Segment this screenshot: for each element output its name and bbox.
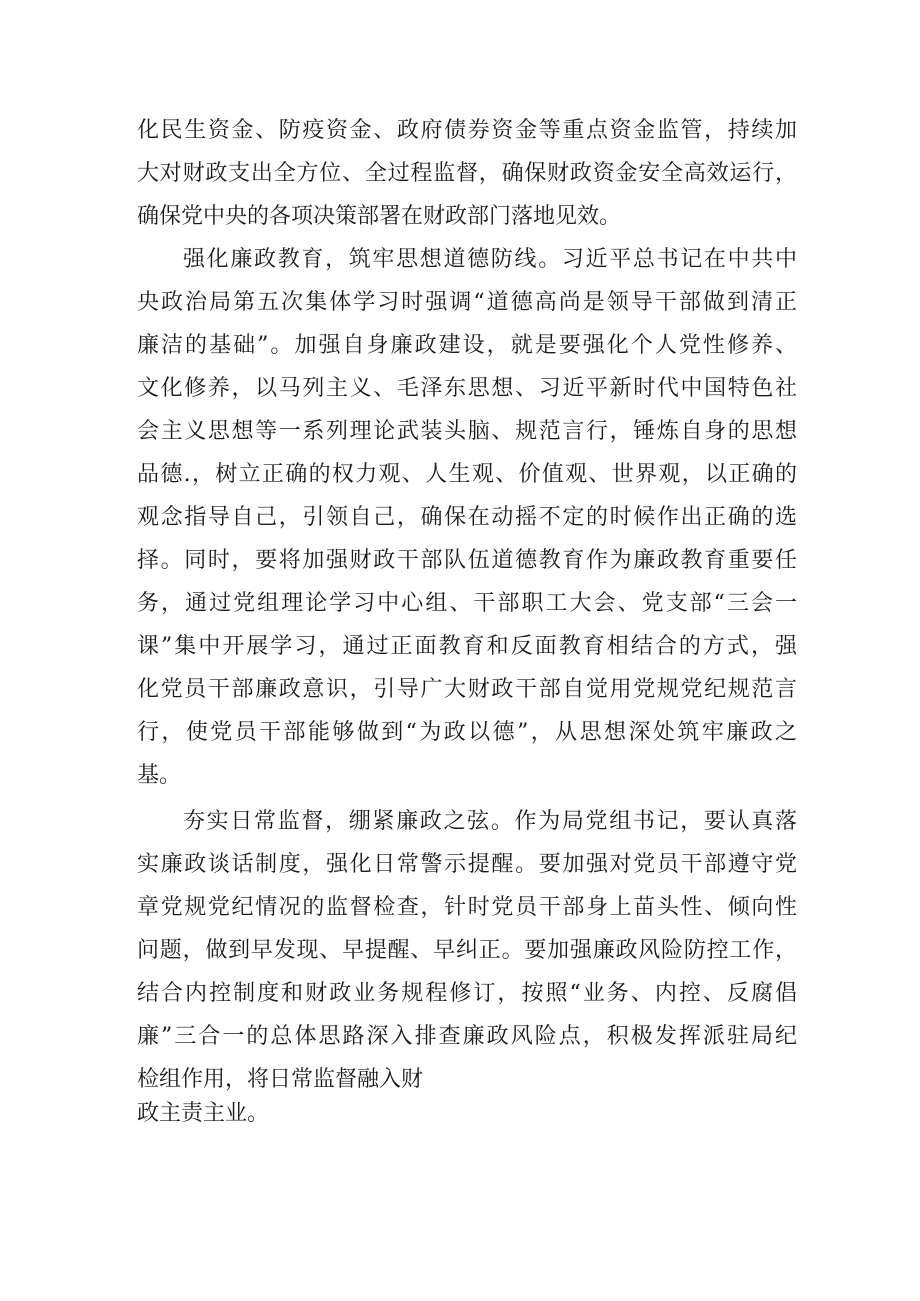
paragraph-1-line-1: 化民生资金、防疫资金、政府债券资金等重点资金监管，持续加 xyxy=(137,118,797,143)
paragraph-2-line-7: 观念指导自己，引领自己，确保在动摇不定的时候作出正确的选 xyxy=(137,505,797,530)
paragraph-3-line-8: 政主责主业。 xyxy=(137,1101,270,1126)
paragraph-3-line-5: 结合内控制度和财政业务规程修订，按照“业务、内控、反腐倡 xyxy=(137,981,797,1006)
paragraph-2-line-12: 行，使党员干部能够做到“为政以德”，从思想深处筑牢廉政之 xyxy=(137,720,797,745)
paragraph-2-line-6: 品德.，树立正确的权力观、人生观、价值观、世界观，以正确的 xyxy=(137,462,797,487)
paragraph-2-line-13: 基。 xyxy=(137,763,182,788)
paragraph-3-line-6: 廉”三合一的总体思路深入排查廉政风险点，积极发挥派驻局纪 xyxy=(137,1024,797,1049)
paragraph-3-line-7: 检组作用，将日常监督融入财 xyxy=(137,1067,424,1092)
paragraph-2-line-8: 择。同时，要将加强财政干部队伍道德教育作为廉政教育重要任 xyxy=(137,548,797,573)
paragraph-3-line-1: 夯实日常监督，绷紧廉政之弦。作为局党组书记，要认真落 xyxy=(183,809,797,834)
paragraph-3-line-3: 章党规党纪情况的监督检查，针时党员干部身上苗头性、倾向性 xyxy=(137,895,797,920)
paragraph-2-line-10: 课”集中开展学习，通过正面教育和反面教育相结合的方式，强 xyxy=(137,634,797,659)
paragraph-1-line-2: 大对财政支出全方位、全过程监督，确保财政资金安全高效运行， xyxy=(137,161,797,186)
paragraph-3-line-2: 实廉政谈话制度，强化日常警示提醒。要加强对党员干部遵守党 xyxy=(137,852,797,877)
paragraph-2-line-9: 务，通过党组理论学习中心组、干部职工大会、党支部“三会一 xyxy=(137,591,797,616)
paragraph-2-line-11: 化党员干部廉政意识，引导广大财政干部自觉用党规党纪规范言 xyxy=(137,677,797,702)
paragraph-2-line-4: 文化修养，以马列主义、毛泽东思想、习近平新时代中国特色社 xyxy=(137,376,797,401)
paragraph-2-line-5: 会主义思想等一系列理论武装头脑、规范言行，锤炼自身的思想 xyxy=(137,419,797,444)
paragraph-2-line-2: 央政治局第五次集体学习时强调“道德高尚是领导干部做到清正 xyxy=(137,290,797,315)
paragraph-1-line-3: 确保党中央的各项决策部署在财政部门落地见效。 xyxy=(137,204,622,229)
paragraph-3-line-4: 问题，做到早发现、早提醒、早纠正。要加强廉政风险防控工作， xyxy=(137,938,797,963)
paragraph-2-line-1: 强化廉政教育，筑牢思想道德防线。习近平总书记在中共中 xyxy=(183,247,797,272)
paragraph-2-line-3: 廉洁的基础”。加强自身廉政建设，就是要强化个人党性修养、 xyxy=(137,333,797,358)
